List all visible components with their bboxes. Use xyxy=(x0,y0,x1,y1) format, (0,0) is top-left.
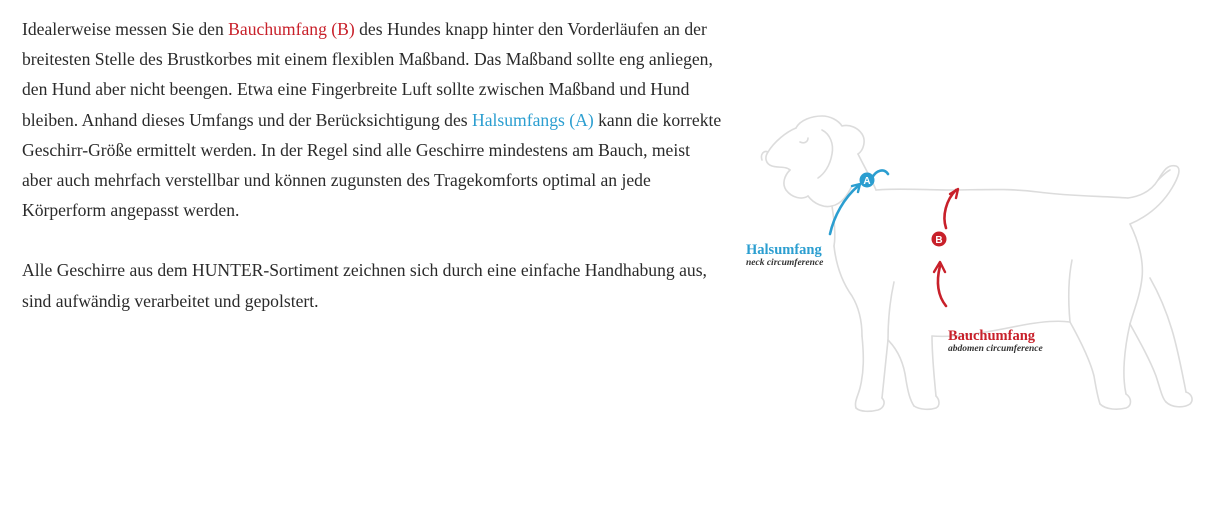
paragraph-text: kann die korrekte Geschirr-Größe ermittelt werden. In der Regel sind alle Geschirre mindestens am Bauch, meist aber auch mehrfach verstellbar und können zugunsten des Tragekomforts optimal an jede Körperform angepasst werden. xyxy=(22,109,722,221)
marker-b-label: B xyxy=(935,235,943,246)
belly-circumference-highlight: Bauchumfang (B) xyxy=(228,19,355,39)
marker-a-label: A xyxy=(863,176,871,187)
belly-circumference-label xyxy=(948,328,1043,355)
paragraph-text: Idealerweise messen Sie den xyxy=(22,19,229,39)
marker-b-icon xyxy=(932,232,947,247)
neck-circumference-highlight: Halsumfangs (A) xyxy=(472,109,594,130)
neck-sublabel: neck circumference xyxy=(746,258,824,268)
neck-circumference-label xyxy=(746,242,823,269)
content-text xyxy=(22,14,722,316)
belly-sublabel: abdomen circumference xyxy=(948,344,1043,354)
belly-measure-arrow xyxy=(934,189,958,306)
belly-label: Bauchumfang xyxy=(948,328,1036,344)
neck-label: Halsumfang xyxy=(746,242,822,258)
paragraph-assortment: Alle Geschirre aus dem HUNTER-Sortiment zeichnen sich durch eine einfache Handhabung aus, sind aufwändig verarbeitet und gepolstert. xyxy=(22,260,707,311)
paragraph-text: des Hundes knapp hinter den Vorderläufen an der breitesten Stelle des Brustkorbes mit einem flexiblen Maßband. Das Maßband sollte eng anliegen, den Hund aber nicht beengen. Etwa eine Fingerbreite Luft sollte zwischen Maßband und Hund bleiben. Anhand dieses Umfangs und der Berücksichtigung des xyxy=(22,19,713,130)
dog-measurement-illustration xyxy=(738,20,1212,490)
paragraph-measuring xyxy=(22,14,722,225)
marker-a-icon xyxy=(860,173,875,188)
dog-silhouette xyxy=(761,116,1192,411)
